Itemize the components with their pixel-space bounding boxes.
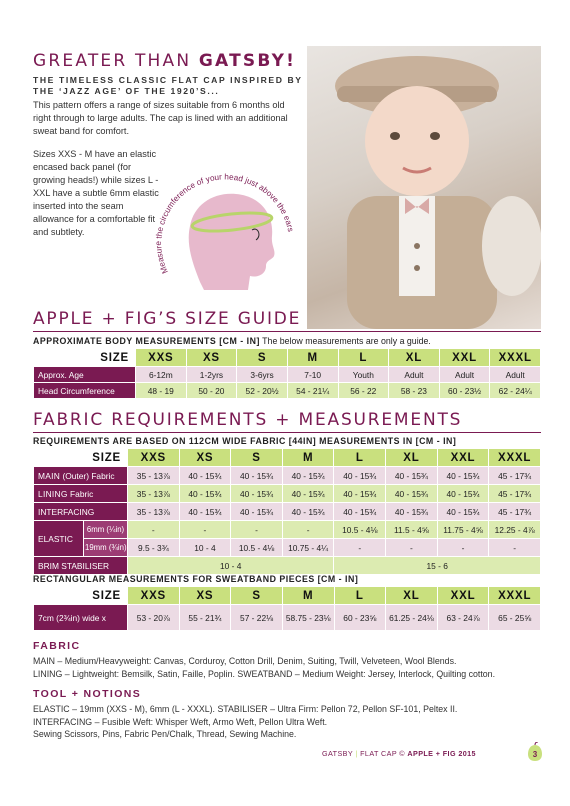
- size-label: SIZE: [34, 349, 136, 367]
- divider: [33, 331, 541, 332]
- fabric-requirements-title: FABRIC REQUIREMENTS + MEASUREMENTS: [33, 410, 463, 430]
- size-guide-table: [33, 348, 541, 399]
- diagram-caption: Measure the circumference of your head just above the ears: [154, 172, 296, 275]
- footer: GATSBY | FLAT CAP © APPLE + FIG 2015: [322, 749, 476, 758]
- child-in-flat-cap-photo: [307, 46, 541, 329]
- page-number: 3: [532, 750, 538, 759]
- table-row: MAIN (Outer) Fabric 35 - 13⅞ 40 - 15¾ 40 - 15¾ 40 - 15¾ 40 - 15¾ 40 - 15¾ 40 - 15¾ 45 - 17¾: [34, 467, 541, 485]
- table-row: Head Circumference 48 - 19 50 - 20 52 - 20½ 54 - 21¼ 56 - 22 58 - 23 60 - 23½ 62 - 24¼: [34, 383, 541, 399]
- intro-text: This pattern offers a range of sizes suitable from 6 months old right through to large adults. The cap is lined with an additional sweat band for comfort.: [33, 100, 288, 136]
- page-number-badge: [527, 742, 543, 762]
- fabric-heading: FABRIC: [33, 640, 81, 652]
- fabric-requirements-subtitle: REQUIREMENTS ARE BASED ON 112CM WIDE FABRIC [44IN] MEASUREMENTS IN [CM - IN]: [33, 436, 457, 446]
- divider: [33, 432, 541, 433]
- table-row: BRIM STABILISER 10 - 4 15 - 6: [34, 557, 541, 575]
- table-header-row: SIZE XXS XS S M L XL XXL XXXL: [34, 449, 541, 467]
- table-row: ELASTIC 6mm (¼in) - - - - 10.5 - 4⅛ 11.5 - 4⅝ 11.75 - 4⅝ 12.25 - 4⅞: [34, 521, 541, 539]
- tools-text: ELASTIC – 19mm (XXS - M), 6mm (L - XXXL). STABILISER – Ultra Firm: Pellon 72, Pellon SF-101, Peltex II. INTERFACING – Fusible Weft: Whisper Weft, Armo Weft, Pellon Ultra Weft. Sewing Scissors, Pins, Fabric Pen/Chalk, Thread, Sewing Machine.: [33, 704, 458, 739]
- head-measure-diagram: [148, 152, 308, 310]
- table-row: Approx. Age 6-12m 1-2yrs 3-6yrs 7-10 Youth Adult Adult Adult: [34, 367, 541, 383]
- table-header-row: SIZE XXS XS S M L XL XXL XXXL: [34, 587, 541, 605]
- sizes-note: Sizes XXS - M have an elastic encased back panel (for growing heads!) while sizes L - XXL have a subtle 6mm elastic inserted into the seam allowance for a comfortable fit and subtlety.: [33, 149, 159, 237]
- size-guide-subtitle: APPROXIMATE BODY MEASUREMENTS [CM - IN] The below measurements are only a guide.: [33, 336, 431, 346]
- table-row: 7cm (2¾in) wide x 53 - 20⅞ 55 - 21¾ 57 - 22⅛ 58.75 - 23⅛ 60 - 23⅝ 61.25 - 24⅛ 63 - 24⅞ 65 - 25⅝: [34, 605, 541, 631]
- table-header-row: SIZE XXS XS S M L XL XXL XXXL: [34, 349, 541, 367]
- tools-heading: TOOL + NOTIONS: [33, 688, 142, 700]
- subtitle: THE TIMELESS CLASSIC FLAT CAP INSPIRED BY THE ‘JAZZ AGE’ OF THE 1920’S...: [33, 75, 303, 96]
- head-silhouette-icon: [189, 194, 275, 290]
- size-guide-title: APPLE + FIG’S SIZE GUIDE: [33, 309, 302, 329]
- sweatband-table: [33, 586, 541, 631]
- fabric-requirements-table: [33, 448, 541, 575]
- table-row: LINING Fabric 35 - 13⅞ 40 - 15¾ 40 - 15¾ 40 - 15¾ 40 - 15¾ 40 - 15¾ 40 - 15¾ 45 - 17¾: [34, 485, 541, 503]
- sweatband-subtitle: RECTANGULAR MEASUREMENTS FOR SWEATBAND PIECES [CM - IN]: [33, 574, 359, 584]
- table-row: 19mm (¾in) 9.5 - 3¾ 10 - 4 10.5 - 4⅛ 10.75 - 4¼ - - - -: [34, 539, 541, 557]
- page-title: GREATER THAN GATSBY!: [33, 51, 297, 71]
- fabric-text: MAIN – Medium/Heavyweight: Canvas, Corduroy, Cotton Drill, Denim, Suiting, Twill, Velveteen, Wool Blends. LINING – Lightweight: Bemsilk, Satin, Faille, Poplin. SWEATBAND – Medium Weight: Jersey, Interlock, Quilting cotton.: [33, 656, 496, 679]
- table-row: INTERFACING 35 - 13⅞ 40 - 15¾ 40 - 15¾ 40 - 15¾ 40 - 15¾ 40 - 15¾ 40 - 15¾ 45 - 17¾: [34, 503, 541, 521]
